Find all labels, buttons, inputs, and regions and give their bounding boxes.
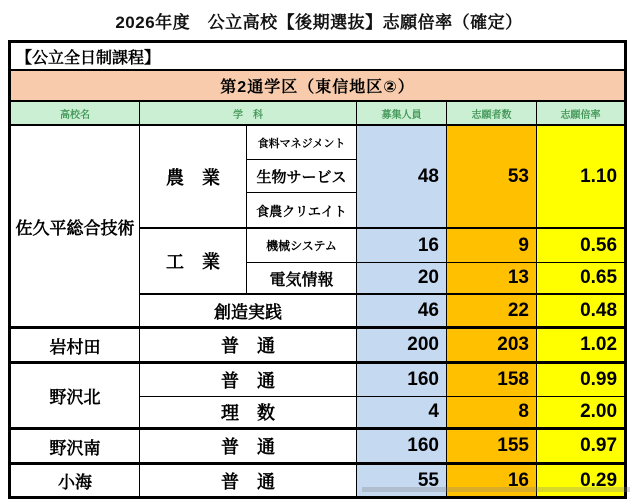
column-header-capacity: 募集人員 xyxy=(357,101,447,125)
dept-cell: 創造実践 xyxy=(140,294,357,328)
page-title: 2026年度 公立高校【後期選抜】志願倍率（確定） xyxy=(115,13,523,32)
district-banner: 第2通学区（東信地区②） xyxy=(10,70,626,101)
applicants-cell: 155 xyxy=(447,429,537,464)
column-header-school: 高校名 xyxy=(10,101,140,125)
school-name-cell: 野沢南 xyxy=(10,429,140,464)
table-row xyxy=(10,328,626,363)
column-header-department: 学 科 xyxy=(140,101,357,125)
applicants-cell: 158 xyxy=(447,363,537,397)
applicants-cell: 203 xyxy=(447,328,537,363)
ratio-cell: 0.97 xyxy=(537,429,626,464)
capacity-cell: 20 xyxy=(357,263,447,295)
sub-dept-cell: 電気情報 xyxy=(247,263,357,295)
ratio-cell: 0.99 xyxy=(537,363,626,397)
school-name-cell: 佐久平総合技術 xyxy=(10,125,140,328)
ratio-cell: 0.48 xyxy=(537,294,626,328)
sub-dept-cell: 機械システム xyxy=(247,228,357,263)
dept-cell: 普 通 xyxy=(140,429,357,464)
capacity-cell: 4 xyxy=(357,397,447,429)
table-row xyxy=(10,464,626,498)
capacity-cell: 16 xyxy=(357,228,447,263)
applicants-cell: 13 xyxy=(447,263,537,295)
dept-cell: 普 通 xyxy=(140,328,357,363)
applicants-cell: 53 xyxy=(447,125,537,228)
table-header-row xyxy=(10,101,626,125)
capacity-cell: 200 xyxy=(357,328,447,363)
capacity-cell: 48 xyxy=(357,125,447,228)
column-header-applicants: 志願者数 xyxy=(447,101,537,125)
applicants-cell: 16 xyxy=(447,464,537,498)
applicants-cell: 22 xyxy=(447,294,537,328)
dept-cell: 普 通 xyxy=(140,363,357,397)
school-name-cell: 岩村田 xyxy=(10,328,140,363)
applicants-cell: 9 xyxy=(447,228,537,263)
table-row xyxy=(10,70,626,101)
ratio-cell: 1.02 xyxy=(537,328,626,363)
ratio-table xyxy=(8,40,627,499)
dept-cell: 理 数 xyxy=(140,397,357,429)
sub-dept-cell: 食料マネジメント xyxy=(247,125,357,160)
table-row xyxy=(10,429,626,464)
table-shadow xyxy=(362,487,630,492)
section-label: 【公立全日制課程】 xyxy=(10,42,626,71)
table-row xyxy=(10,363,626,397)
capacity-cell: 160 xyxy=(357,429,447,464)
ratio-cell: 1.10 xyxy=(537,125,626,228)
sub-dept-cell: 食農クリエイト xyxy=(247,193,357,229)
capacity-cell: 55 xyxy=(357,464,447,498)
table-row xyxy=(10,125,626,160)
dept-cell: 普 通 xyxy=(140,464,357,498)
major-dept-cell: 工 業 xyxy=(140,228,247,294)
capacity-cell: 160 xyxy=(357,363,447,397)
capacity-cell: 46 xyxy=(357,294,447,328)
school-name-cell: 小海 xyxy=(10,464,140,498)
column-header-ratio: 志願倍率 xyxy=(537,101,626,125)
applicants-cell: 8 xyxy=(447,397,537,429)
ratio-cell: 0.29 xyxy=(537,464,626,498)
major-dept-cell: 農 業 xyxy=(140,125,247,228)
sub-dept-cell: 生物サービス xyxy=(247,160,357,193)
ratio-cell: 0.56 xyxy=(537,228,626,263)
ratio-cell: 0.65 xyxy=(537,263,626,295)
school-name-cell: 野沢北 xyxy=(10,363,140,429)
ratio-cell: 2.00 xyxy=(537,397,626,429)
table-row xyxy=(10,42,626,71)
